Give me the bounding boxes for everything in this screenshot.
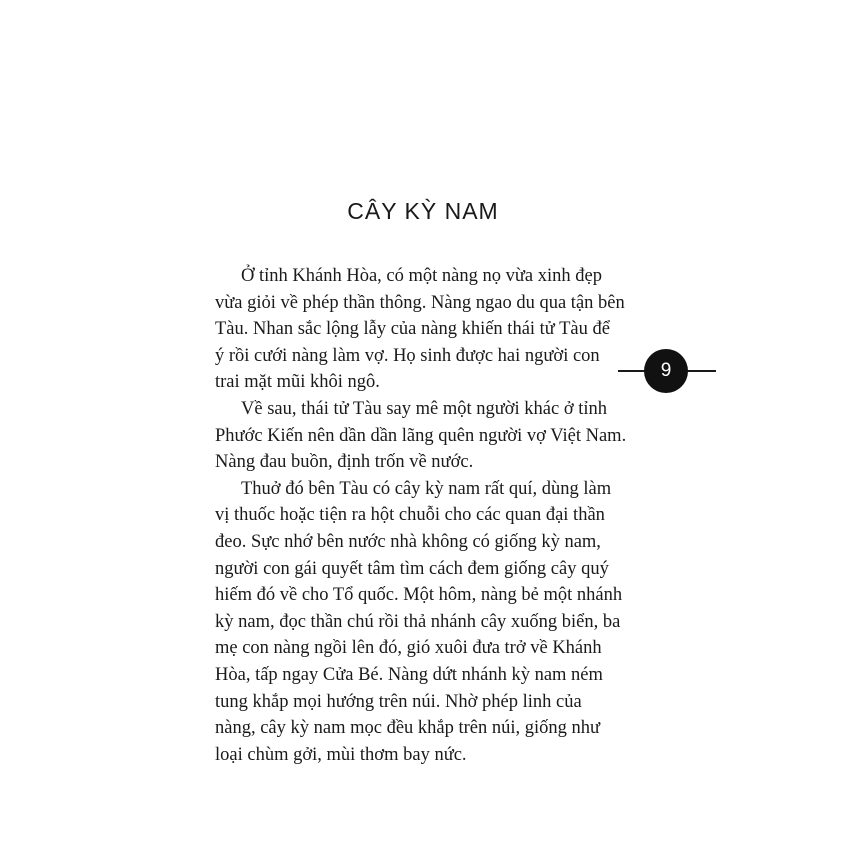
text-line: Phước Kiến nên dần dần lãng quên người vợ Việt Nam. [215,425,627,446]
story-text [215,263,633,768]
text-line: đeo. Sực nhớ bên nước nhà không có giống kỳ nam, [215,531,601,552]
page-number: 9 [644,349,688,393]
text-line: Nàng đau buồn, định trốn về nước. [215,452,474,473]
text-line: loại chùm gởi, mùi thơm bay nức. [215,744,467,765]
text-line: Ở tỉnh Khánh Hòa, có một nàng nọ vừa xinh đẹp [241,266,602,286]
text-line: vừa giỏi về phép thần thông. Nàng ngao du qua tận bên [215,292,625,313]
text-line: Tàu. Nhan sắc lộng lẫy của nàng khiến thái tử Tàu để [215,319,610,340]
text-line: Hòa, tấp ngay Cửa Bé. Nàng dứt nhánh kỳ nam ném [215,664,603,685]
text-line: trai mặt mũi khôi ngô. [215,372,380,393]
text-line: Về sau, thái tử Tàu say mê một người khác ở tỉnh [241,398,608,419]
text-line: người con gái quyết tâm tìm cách đem giống cây quý [215,558,609,579]
text-line: tung khắp mọi hướng trên núi. Nhờ phép linh của [215,691,582,712]
chapter-title: CÂY KỲ NAM [347,198,499,224]
text-line: ý rồi cưới nàng làm vợ. Họ sinh được hai người con [215,345,600,366]
text-line: vị thuốc hoặc tiện ra hột chuỗi cho các quan đại thần [215,505,605,526]
text-line: mẹ con nàng ngồi lên đó, gió xuôi đưa trở về Khánh [215,638,602,659]
text-line: hiếm đó về cho Tổ quốc. Một hôm, nàng bẻ một nhánh [215,585,623,606]
text-line: nàng, cây kỳ nam mọc đều khắp trên núi, giống như [215,718,601,739]
text-line: kỳ nam, đọc thần chú rồi thả nhánh cây xuống biển, ba [215,611,621,632]
text-line: Thuở đó bên Tàu có cây kỳ nam rất quí, dùng làm [241,478,612,499]
